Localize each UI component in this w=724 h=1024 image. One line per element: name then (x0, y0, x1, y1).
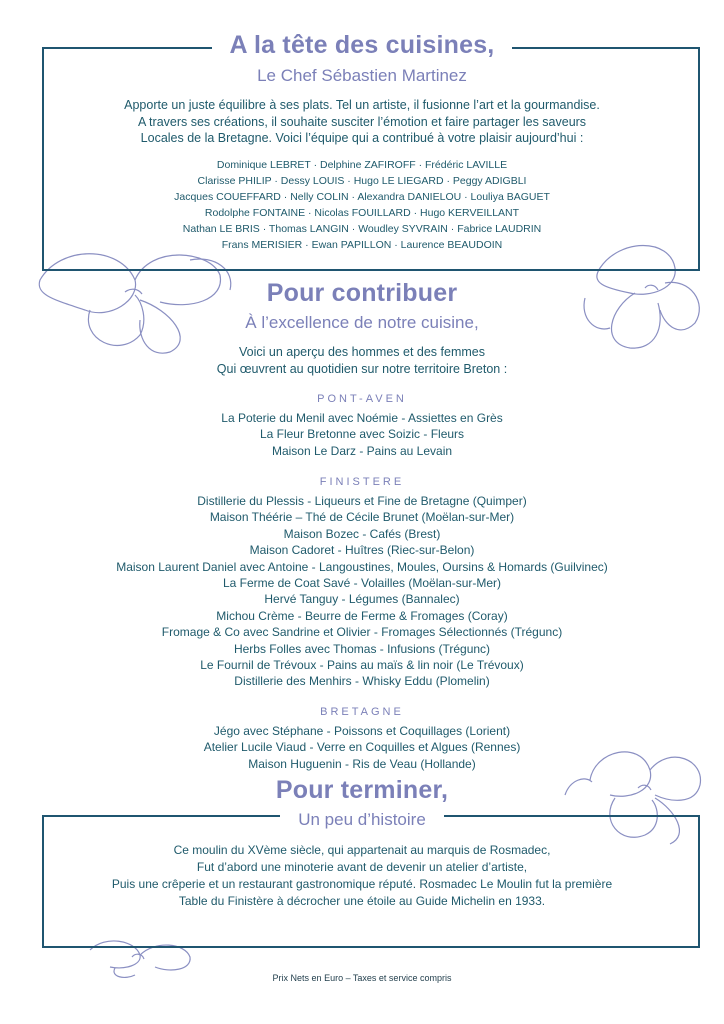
history-paragraph (0, 842, 724, 910)
list-item: Jégo avec Stéphane - Poissons et Coquillages (Lorient) (213, 724, 511, 738)
intro-title: A la tête des cuisines, (212, 31, 513, 60)
list-item: Distillerie du Plessis - Liqueurs et Fine de Bretagne (Quimper) (197, 494, 527, 508)
list-item: La Poterie du Menil avec Noémie - Assiettes en Grès (221, 411, 503, 425)
history-title-wrap (0, 776, 724, 805)
list-item: Maison Théérie – Thé de Cécile Brunet (Moëlan-sur-Mer) (209, 510, 515, 525)
list-item: Maison Cadoret - Huîtres (Riec-sur-Belon) (249, 543, 475, 558)
intro-paragraph-line: Locales de la Bretagne. Voici l’équipe qui a contribué à votre plaisir aujourd’hui : (140, 131, 584, 145)
supplier-list (0, 493, 724, 690)
intro-paragraph (0, 97, 724, 147)
history-subtitle: Un peu d’histoire (280, 810, 444, 830)
team-line: Frans MERISIER · Ewan PAPILLON · Laurence BEAUDOIN (221, 239, 503, 251)
region-heading: PONT-AVEN (317, 393, 407, 405)
intro-paragraph-line: Apporte un juste équilibre à ses plats. Tel un artiste, il fusionne l’art et la gourmandise. (124, 98, 600, 112)
intro-subtitle-wrap (0, 66, 724, 86)
contribute-title-wrap (0, 279, 724, 308)
list-item: Distillerie des Menhirs - Whisky Eddu (Plomelin) (234, 674, 490, 689)
contribute-paragraph (0, 344, 724, 377)
team-list (0, 157, 724, 253)
history-paragraph-line: Table du Finistère à décrocher une étoile au Guide Michelin en 1933. (178, 894, 546, 908)
list-item: Atelier Lucile Viaud - Verre en Coquilles et Algues (Rennes) (203, 740, 521, 755)
team-line: Jacques COUEFFARD · Nelly COLIN · Alexandra DANIELOU · Louliya BAGUET (174, 191, 550, 203)
history-paragraph-line: Fut d’abord une minoterie avant de devenir un atelier d’artiste, (196, 860, 528, 874)
list-item: Hervé Tanguy - Légumes (Bannalec) (264, 592, 460, 607)
price-footnote: Prix Nets en Euro – Taxes et service compris (272, 973, 452, 983)
intro-subtitle: Le Chef Sébastien Martinez (257, 66, 467, 85)
list-item: La Ferme de Coat Savé - Volailles (Moëlan-sur-Mer) (222, 576, 502, 591)
team-line: Dominique LEBRET · Delphine ZAFIROFF · Frédéric LAVILLE (216, 159, 508, 171)
list-item: Fromage & Co avec Sandrine et Olivier - Fromages Sélectionnés (Trégunc) (161, 625, 563, 640)
history-subtitle-wrap (0, 810, 724, 830)
contribute-subtitle: À l’excellence de notre cuisine, (245, 313, 479, 332)
intro-title-wrap (0, 31, 724, 60)
list-item: Maison Bozec - Cafés (Brest) (283, 526, 441, 541)
history-title: Pour terminer, (258, 776, 466, 805)
history-paragraph-line: Puis une crêperie et un restaurant gastronomique réputé. Rosmadec Le Moulin fut la première (111, 877, 613, 891)
region-heading: BRETAGNE (320, 706, 404, 718)
list-item: Maison Huguenin - Ris de Veau (Hollande) (248, 756, 476, 771)
supplier-list (0, 410, 724, 459)
contribute-title: Pour contribuer (266, 279, 458, 307)
team-line: Nathan LE BRIS · Thomas LANGIN · Woudley SYVRAIN · Fabrice LAUDRIN (182, 223, 542, 235)
list-item: Michou Crème - Beurre de Ferme & Fromages (Coray) (216, 608, 508, 623)
supplier-list (0, 723, 724, 772)
list-item: Herbs Folles avec Thomas - Infusions (Trégunc) (233, 641, 491, 656)
region-heading: FINISTERE (319, 476, 405, 488)
list-item: Le Fournil de Trévoux - Pains au maïs & lin noir (Le Trévoux) (200, 658, 524, 673)
contribute-paragraph-line: Voici un aperçu des hommes et des femmes (239, 345, 485, 359)
intro-paragraph-line: A travers ses créations, il souhaite susciter l’émotion et faire partager les saveurs (137, 114, 587, 129)
team-line: Rodolphe FONTAINE · Nicolas FOUILLARD · Hugo KERVEILLANT (204, 207, 520, 219)
list-item: Maison Le Darz - Pains au Levain (271, 443, 453, 458)
contribute-subtitle-wrap (0, 313, 724, 333)
history-paragraph-line: Ce moulin du XVème siècle, qui appartenait au marquis de Rosmadec, (173, 843, 551, 857)
list-item: La Fleur Bretonne avec Soizic - Fleurs (259, 427, 465, 442)
list-item: Maison Laurent Daniel avec Antoine - Langoustines, Moules, Oursins & Homards (Guilvinec) (116, 559, 608, 574)
contribute-paragraph-line: Qui œuvrent au quotidien sur notre territoire Breton : (216, 361, 508, 376)
team-line: Clarisse PHILIP · Dessy LOUIS · Hugo LE LIEGARD · Peggy ADIGBLI (197, 175, 527, 187)
